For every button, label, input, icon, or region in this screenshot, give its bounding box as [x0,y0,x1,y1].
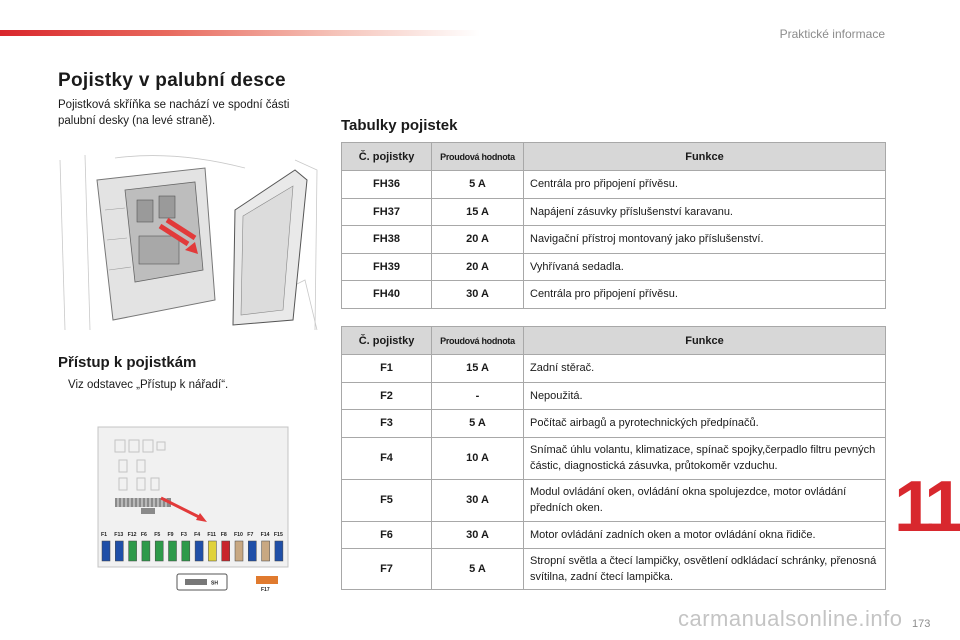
fuse-layout-diagram [93,422,303,602]
fuse-number: F1 [342,355,432,383]
col-header-number: Č. pojistky [342,143,432,171]
page-title: Pojistky v palubní desce [58,70,286,91]
fuse-label: F12 [127,532,137,538]
access-title: Přístup k pojistkám [58,354,197,371]
fuse-f1 [102,541,110,561]
fuse-f15 [275,541,283,561]
fuse-number: FH37 [342,198,432,226]
fuse-f4 [195,541,203,561]
sh-label: SH [211,580,218,587]
fuse-label: F14 [260,532,270,538]
fuse-function: Vyhřívaná sedadla. [524,253,886,281]
table-row [342,171,886,199]
table-row [342,479,886,521]
fuse-function: Centrála pro připojení přívěsu. [524,281,886,309]
fuse-f7 [248,541,256,561]
fuse-f11 [208,541,216,561]
fuse-number: FH39 [342,253,432,281]
fuse-current: 30 A [432,479,524,521]
f17-label: F17 [261,587,270,593]
col-header-number: Č. pojistky [342,327,432,355]
dashboard-fusebox-illustration [55,150,323,335]
fuse-label: F1 [101,532,108,538]
fuse-current: 30 A [432,281,524,309]
col-header-function: Funkce [524,143,886,171]
fuse-current: 5 A [432,549,524,590]
fuse-function: Počítač airbagů a pyrotechnických předpínačů. [524,410,886,438]
fuse-table-2 [341,326,886,590]
fuse-label: F6 [140,532,147,538]
fuse-function: Napájení zásuvky příslušenství karavanu. [524,198,886,226]
section-header: Praktické informace [779,27,885,41]
fuse-table-1 [341,142,886,309]
table-row [342,198,886,226]
watermark-text: carmanualsonline.info [678,606,903,631]
fuse-current: - [432,382,524,410]
fuse-label: F10 [234,532,243,538]
fuse-label: F15 [273,532,283,538]
fuse-f9 [169,541,177,561]
top-accent-bar [0,30,480,36]
fuse-f12 [129,541,137,561]
access-bullet [58,379,228,391]
fuse-number: F4 [342,437,432,479]
fuse-number: F3 [342,410,432,438]
table-row [342,410,886,438]
fuse-f10 [235,541,243,561]
fuse-function: Motor ovládání zadních oken a motor ovládání okna řidiče. [524,521,886,549]
fuse-function: Zadní stěrač. [524,355,886,383]
fuse-f13 [115,541,123,561]
fuse-current: 15 A [432,355,524,383]
table-row [342,253,886,281]
table-row [342,281,886,309]
fuse-number: FH36 [342,171,432,199]
fuse-current: 5 A [432,171,524,199]
fuse-f3 [182,541,190,561]
fuse-function: Centrála pro připojení přívěsu. [524,171,886,199]
tables-title: Tabulky pojistek [341,117,458,134]
access-text: Viz odstavec „Přístup k nářadí“. [68,379,229,391]
fuse-current: 20 A [432,226,524,254]
fuse-label: F7 [247,532,254,538]
fuse-current: 5 A [432,410,524,438]
table-row [342,226,886,254]
fuse-label: F13 [114,532,124,538]
fuse-label: F4 [194,532,201,538]
fuse-label: F8 [220,532,227,538]
table-row [342,521,886,549]
fuse-number: FH40 [342,281,432,309]
fuse-f14 [262,541,270,561]
fuse-label: F9 [167,532,174,538]
fuse-function: Navigační přístroj montovaný jako příslušenství. [524,226,886,254]
fuse-number: FH38 [342,226,432,254]
intro-text: Pojistková skříňka se nachází ve spodní části palubní desky (na levé straně). [58,99,290,127]
fuse-f5 [155,541,163,561]
fuse-current: 10 A [432,437,524,479]
table-row [342,355,886,383]
fuse-label: F3 [180,532,187,538]
fuse-f8 [222,541,230,561]
fuse-function: Stropní světla a čtecí lampičky, osvětlení odkládací schránky, přenosná svítilna, zadní čtecí lampička. [524,549,886,590]
chapter-number: 11 [894,467,959,547]
col-header-current: Proudová hodnota [432,327,524,355]
fuse-number: F6 [342,521,432,549]
fuse-label: F11 [207,532,217,538]
table-row [342,437,886,479]
fuse-number: F2 [342,382,432,410]
fuse-number: F5 [342,479,432,521]
col-header-function: Funkce [524,327,886,355]
fuse-current: 30 A [432,521,524,549]
fuse-current: 15 A [432,198,524,226]
fuse-function: Nepoužitá. [524,382,886,410]
table-row [342,549,886,590]
fuse-current: 20 A [432,253,524,281]
fuse-function: Snímač úhlu volantu, klimatizace, spínač spojky,čerpadlo filtru pevných částic, diagnostická zásuvka, průtokoměr vzduchu. [524,437,886,479]
fuse-function: Modul ovládání oken, ovládání okna spolujezdce, motor ovládání předních oken. [524,479,886,521]
table-row [342,382,886,410]
fuse-label: F5 [154,532,161,538]
fuse-f17 [256,576,278,584]
page-number: 173 [912,618,931,630]
fuse-f6 [142,541,150,561]
fuse-number: F7 [342,549,432,590]
col-header-current: Proudová hodnota [432,143,524,171]
